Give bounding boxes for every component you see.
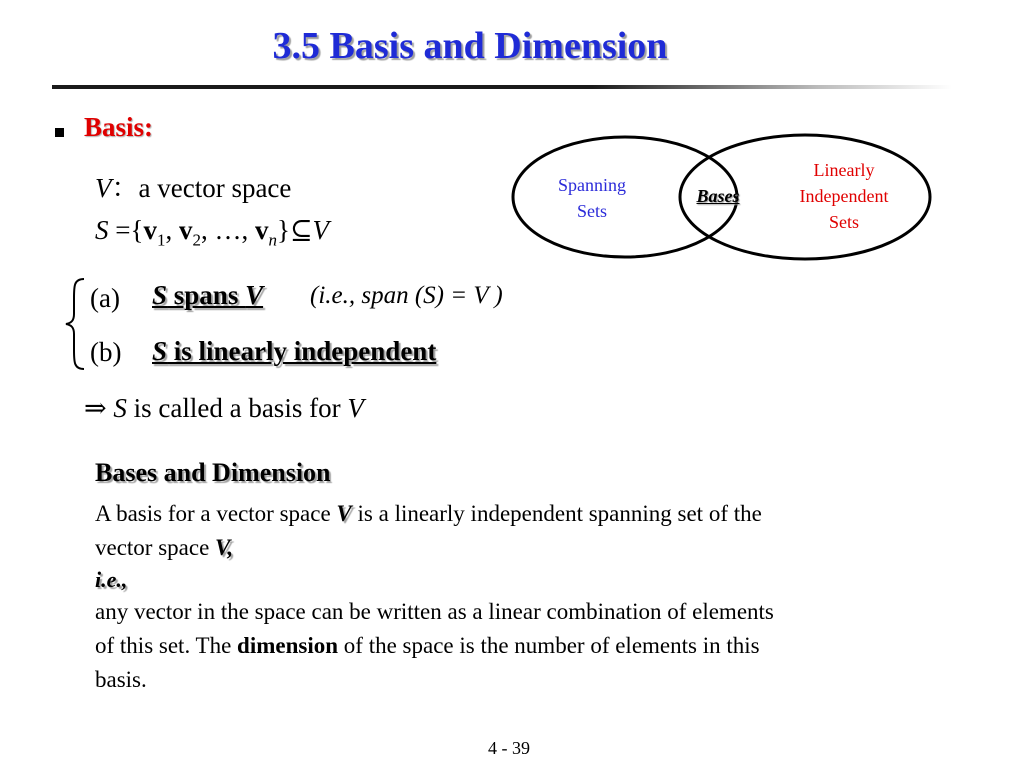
basis-conclusion: [84, 393, 364, 424]
basis-heading: Basis:: [84, 112, 154, 142]
vector-space-line: [95, 166, 291, 205]
condition-a-ie: (i.e., span (S) = V ): [310, 282, 503, 309]
comma-1: ,: [165, 215, 179, 245]
v-symbol: V: [95, 173, 112, 203]
independent-label-line1: Linearly: [813, 160, 875, 180]
set-definition-line: [95, 215, 329, 250]
left-brace-icon: [62, 276, 88, 372]
conc-v: V: [347, 393, 364, 423]
dimension-line-1: [95, 497, 975, 531]
slide-title: 3.5 Basis and Dimension: [272, 25, 668, 67]
subscript-n: n: [268, 230, 277, 250]
condition-b-label: (b): [90, 337, 122, 367]
vector-v1: v: [143, 215, 157, 245]
subscript-2: 2: [192, 230, 201, 250]
conc-text: is called a basis for: [126, 393, 348, 423]
spanning-label-line1: Spanning: [557, 175, 626, 195]
p1-text-b: is a linearly independent spanning set of the: [351, 501, 762, 526]
v-colon: ：: [111, 173, 139, 203]
vector-v2: v: [178, 215, 193, 245]
cond-a-s: S: [152, 280, 168, 310]
dimension-line-4: [95, 629, 975, 663]
title-divider: [52, 85, 952, 89]
page-number: 4 - 39: [488, 738, 530, 758]
dimension-body: [95, 497, 975, 697]
p1-v2: V,: [215, 535, 234, 560]
conc-s: S: [113, 393, 127, 423]
condition-a-label: (a): [90, 283, 120, 313]
cond-a-spans: spans: [167, 280, 246, 310]
condition-b-statement: [152, 336, 436, 367]
dimension-line-3: any vector in the space can be written as a linear combination of elements: [95, 599, 774, 624]
comma-2: ,: [200, 215, 215, 245]
dimension-term: dimension: [237, 633, 339, 658]
venn-right-label: [774, 157, 914, 235]
spanning-label-line2: Sets: [576, 201, 607, 221]
set-open: ={: [108, 215, 144, 245]
dimension-heading: Bases and Dimension: [95, 458, 331, 487]
s-symbol: S: [95, 215, 109, 245]
venn-center-label: Bases: [696, 186, 740, 206]
p1-v: V: [336, 501, 352, 526]
p1-text-c: vector space: [95, 535, 216, 560]
cond-b-s: S: [152, 336, 168, 366]
v-description: a vector space: [138, 173, 292, 203]
p2-text-a: of this set. The: [95, 633, 238, 658]
independent-label-line2: Independent: [799, 186, 889, 206]
p2-text-c: of the space is the number of elements in this: [338, 633, 760, 658]
set-v: V: [312, 215, 330, 245]
cond-a-v: V: [245, 280, 264, 310]
independent-label-line3: Sets: [828, 212, 859, 232]
cond-b-text: is linearly independent: [167, 336, 437, 366]
p1-text-a: A basis for a vector space: [95, 501, 337, 526]
subscript-1: 1: [156, 230, 166, 250]
ie-label: i.e.,: [95, 567, 128, 592]
vector-vn: v: [254, 215, 269, 245]
dimension-line-2: [95, 531, 975, 565]
dimension-line-5: basis.: [95, 667, 147, 692]
condition-a-statement: [152, 280, 263, 311]
set-close-subset: }⊆: [276, 215, 313, 245]
venn-left-label: [537, 172, 647, 224]
ellipsis: …,: [214, 215, 255, 245]
implies-icon: ⇒: [84, 393, 114, 423]
bullet-square-icon: [55, 128, 64, 137]
